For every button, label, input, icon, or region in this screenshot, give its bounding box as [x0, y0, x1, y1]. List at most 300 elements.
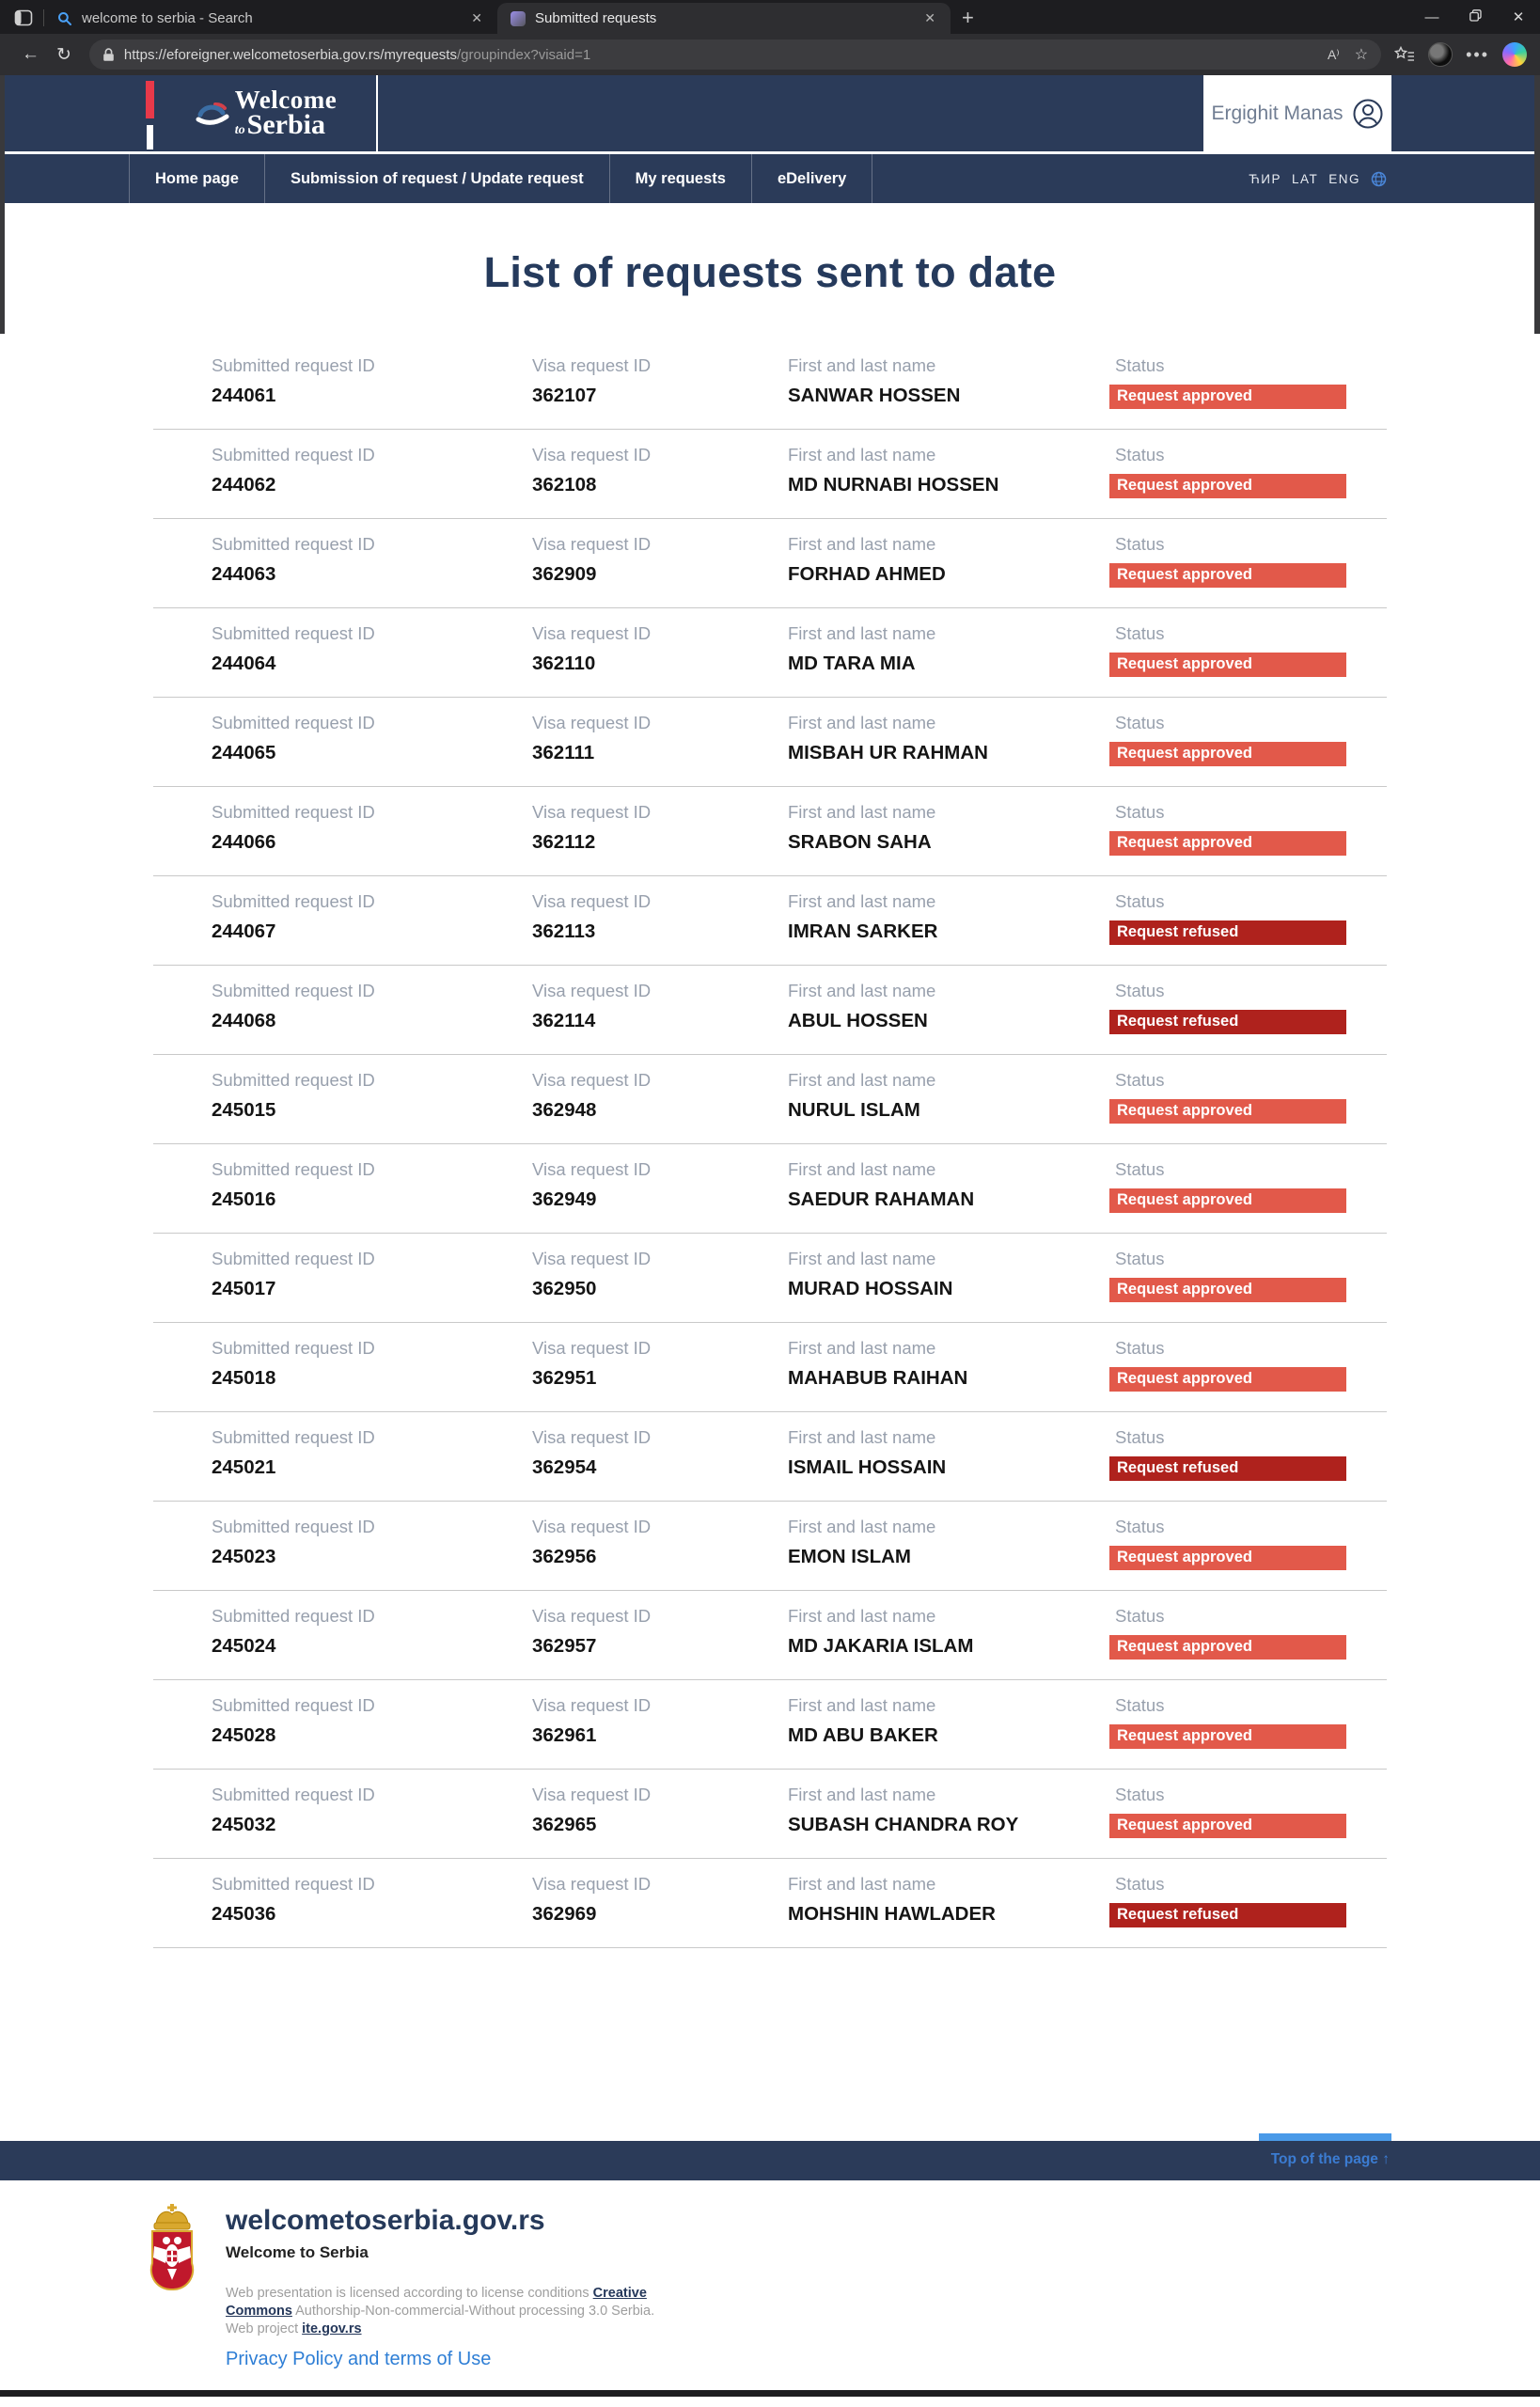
name-label: First and last name — [788, 1159, 936, 1179]
language-switcher — [1249, 154, 1387, 203]
visa-id-label: Visa request ID — [532, 623, 652, 643]
left-edge-strip — [0, 75, 5, 334]
status-badge: Request approved — [1109, 1546, 1346, 1570]
visa-id-cell — [532, 623, 788, 697]
lang-latin[interactable]: LAT — [1291, 171, 1319, 186]
visa-id-cell — [532, 981, 788, 1054]
status-badge: Request approved — [1109, 1724, 1346, 1749]
site-footer — [0, 2180, 1540, 2390]
visa-id-label: Visa request ID — [532, 1606, 652, 1626]
visa-id-label: Visa request ID — [532, 1695, 652, 1715]
visa-id-label: Visa request ID — [532, 1249, 652, 1268]
creative-commons-link[interactable]: Creative — [592, 2286, 647, 2301]
license-text: Web presentation is licensed according to license conditions Creative Commons Authorship-Non-commercial-Without processing 3.0 Serbia. Web project ite.gov.rs — [226, 2286, 655, 2336]
refresh-icon[interactable]: ↻ — [56, 44, 71, 65]
name-cell — [788, 1606, 1115, 1679]
name-cell — [788, 623, 1115, 697]
visa-id-label: Visa request ID — [532, 981, 652, 1000]
status-label: Status — [1115, 1785, 1165, 1804]
status-badge: Request refused — [1109, 1010, 1346, 1034]
name-cell — [788, 445, 1115, 518]
settings-menu-icon[interactable]: ••• — [1466, 44, 1489, 64]
submitted-id-cell — [212, 355, 532, 429]
submitted-id-cell — [212, 1695, 532, 1769]
visa-id-value: 362969 — [532, 1903, 597, 1925]
status-cell — [1115, 1874, 1387, 1947]
visa-id-cell — [532, 1159, 788, 1233]
status-badge: Request approved — [1109, 1278, 1346, 1302]
back-icon[interactable]: ← — [22, 44, 39, 64]
name-value: NURUL ISLAM — [788, 1099, 920, 1121]
top-indicator-bar — [1259, 2133, 1391, 2141]
submitted-id-cell — [212, 623, 532, 697]
submitted-id-value: 245021 — [212, 1456, 276, 1478]
url-text: https://eforeigner.welcometoserbia.gov.rs/myrequests/groupindex?visaid=1 — [123, 46, 591, 63]
submitted-id-value: 245018 — [212, 1367, 276, 1389]
browser-toolbar — [0, 34, 1540, 75]
submitted-id-value: 245032 — [212, 1814, 276, 1835]
status-cell — [1115, 1070, 1387, 1143]
logo-swoosh-icon — [196, 100, 229, 128]
submitted-id-value: 245017 — [212, 1278, 276, 1299]
submitted-id-value: 244067 — [212, 920, 276, 942]
name-value: MISBAH UR RAHMAN — [788, 742, 988, 763]
name-cell — [788, 1874, 1115, 1947]
submitted-id-value: 245024 — [212, 1635, 276, 1657]
status-badge: Request approved — [1109, 1635, 1346, 1660]
status-badge: Request approved — [1109, 653, 1346, 677]
status-cell — [1115, 1159, 1387, 1233]
visa-id-label: Visa request ID — [532, 534, 652, 554]
footer-top-band — [0, 2141, 1540, 2180]
footer-subtitle: Welcome to Serbia — [226, 2243, 369, 2261]
name-value: ISMAIL HOSSAIN — [788, 1456, 947, 1478]
status-cell — [1115, 445, 1387, 518]
submitted-id-label: Submitted request ID — [212, 1874, 375, 1894]
request-row[interactable] — [153, 876, 1387, 966]
name-label: First and last name — [788, 891, 936, 911]
visa-id-cell — [532, 1070, 788, 1143]
visa-id-value: 362948 — [532, 1099, 597, 1121]
visa-id-cell — [532, 1427, 788, 1501]
name-cell — [788, 1695, 1115, 1769]
submitted-id-label: Submitted request ID — [212, 1785, 375, 1804]
submitted-id-value: 244061 — [212, 385, 276, 406]
status-cell — [1115, 1427, 1387, 1501]
status-label: Status — [1115, 355, 1165, 375]
request-row[interactable] — [153, 1680, 1387, 1770]
name-cell — [788, 534, 1115, 607]
name-cell — [788, 1785, 1115, 1858]
visa-id-label: Visa request ID — [532, 355, 652, 375]
visa-id-value: 362961 — [532, 1724, 597, 1746]
user-name: Ergighit Manas — [1211, 102, 1344, 124]
status-cell — [1115, 1606, 1387, 1679]
visa-id-value: 362107 — [532, 385, 597, 406]
visa-id-value: 362954 — [532, 1456, 597, 1478]
name-value: SRABON SAHA — [788, 831, 932, 853]
name-cell — [788, 1070, 1115, 1143]
name-cell — [788, 1338, 1115, 1411]
submitted-id-label: Submitted request ID — [212, 713, 375, 732]
workspaces-icon[interactable] — [8, 4, 39, 32]
submitted-id-label: Submitted request ID — [212, 534, 375, 554]
name-value: FORHAD AHMED — [788, 563, 946, 585]
visa-id-label: Visa request ID — [532, 802, 652, 822]
visa-id-cell — [532, 445, 788, 518]
status-label: Status — [1115, 1070, 1165, 1090]
request-row[interactable] — [153, 1412, 1387, 1502]
window-controls — [1410, 0, 1540, 34]
nav-item-my-requests[interactable]: My requests — [610, 154, 752, 203]
name-label: First and last name — [788, 1785, 936, 1804]
status-label: Status — [1115, 445, 1165, 464]
submitted-id-cell — [212, 891, 532, 965]
tab-submitted-requests[interactable] — [497, 3, 951, 34]
submitted-id-label: Submitted request ID — [212, 802, 375, 822]
status-label: Status — [1115, 981, 1165, 1000]
request-row[interactable] — [153, 1323, 1387, 1412]
nav-item-submission[interactable]: Submission of request / Update request — [265, 154, 610, 203]
name-label: First and last name — [788, 1249, 936, 1268]
status-badge: Request approved — [1109, 385, 1346, 409]
status-cell — [1115, 623, 1387, 697]
name-label: First and last name — [788, 355, 936, 375]
main-navigation — [0, 154, 1540, 203]
visa-id-value: 362112 — [532, 831, 596, 853]
user-menu[interactable] — [1203, 75, 1391, 151]
submitted-id-cell — [212, 1249, 532, 1322]
request-row[interactable] — [153, 966, 1387, 1055]
submitted-id-value: 244062 — [212, 474, 276, 496]
visa-id-cell — [532, 1517, 788, 1590]
toolbar-right-icons — [1394, 42, 1527, 67]
logo-text: Welcome toSerbia — [234, 86, 338, 140]
visa-id-cell — [532, 1249, 788, 1322]
name-label: First and last name — [788, 1874, 936, 1894]
search-favicon-icon — [57, 11, 72, 26]
request-row[interactable] — [153, 1502, 1387, 1591]
minimize-button[interactable]: — — [1424, 8, 1439, 25]
name-label: First and last name — [788, 802, 936, 822]
submitted-id-label: Submitted request ID — [212, 1338, 375, 1358]
name-value: MD TARA MIA — [788, 653, 916, 674]
status-label: Status — [1115, 1874, 1165, 1894]
submitted-id-cell — [212, 1517, 532, 1590]
request-row[interactable] — [153, 698, 1387, 787]
name-label: First and last name — [788, 1070, 936, 1090]
name-value: MAHABUB RAIHAN — [788, 1367, 968, 1389]
request-list — [153, 340, 1387, 1948]
submitted-id-value: 244068 — [212, 1010, 276, 1031]
visa-id-cell — [532, 1606, 788, 1679]
status-label: Status — [1115, 623, 1165, 643]
status-cell — [1115, 355, 1387, 429]
status-badge: Request refused — [1109, 1903, 1346, 1927]
status-label: Status — [1115, 713, 1165, 732]
submitted-id-cell — [212, 1159, 532, 1233]
status-cell — [1115, 891, 1387, 965]
status-cell — [1115, 534, 1387, 607]
window-bottom-edge — [0, 2390, 1540, 2397]
status-badge: Request approved — [1109, 563, 1346, 588]
visa-id-cell — [532, 713, 788, 786]
lock-icon — [102, 48, 115, 62]
status-badge: Request approved — [1109, 1099, 1346, 1124]
submitted-id-label: Submitted request ID — [212, 1606, 375, 1626]
status-cell — [1115, 1338, 1387, 1411]
name-cell — [788, 355, 1115, 429]
creative-commons-link[interactable]: Commons — [226, 2304, 292, 2319]
submitted-id-label: Submitted request ID — [212, 981, 375, 1000]
submitted-id-cell — [212, 802, 532, 875]
visa-id-value: 362108 — [532, 474, 597, 496]
header-divider — [376, 75, 378, 151]
submitted-id-label: Submitted request ID — [212, 1070, 375, 1090]
visa-id-cell — [532, 1338, 788, 1411]
name-value: EMON ISLAM — [788, 1546, 911, 1567]
status-label: Status — [1115, 1427, 1165, 1447]
page-title: List of requests sent to date — [483, 248, 1057, 296]
request-row[interactable] — [153, 1770, 1387, 1859]
submitted-id-label: Submitted request ID — [212, 891, 375, 911]
visa-id-label: Visa request ID — [532, 1159, 652, 1179]
red-accent-bar — [146, 81, 154, 118]
visa-id-value: 362113 — [532, 920, 596, 942]
submitted-id-label: Submitted request ID — [212, 1427, 375, 1447]
status-cell — [1115, 981, 1387, 1054]
tab-title: welcome to serbia - Search — [82, 10, 253, 26]
status-label: Status — [1115, 1159, 1165, 1179]
footer-domain: welcometoserbia.gov.rs — [226, 2205, 545, 2236]
request-row[interactable] — [153, 519, 1387, 608]
browser-profile-avatar[interactable] — [1428, 42, 1453, 67]
submitted-id-cell — [212, 1070, 532, 1143]
new-tab-button[interactable]: + — [962, 6, 974, 29]
site-header — [0, 75, 1540, 151]
bookmark-star-icon[interactable]: ☆ — [1354, 47, 1369, 63]
visa-id-value: 362951 — [532, 1367, 597, 1389]
status-badge: Request approved — [1109, 831, 1346, 856]
name-value: MURAD HOSSAIN — [788, 1278, 953, 1299]
submitted-id-label: Submitted request ID — [212, 1517, 375, 1536]
visa-id-cell — [532, 1874, 788, 1947]
visa-id-cell — [532, 355, 788, 429]
request-row[interactable] — [153, 1859, 1387, 1948]
submitted-id-label: Submitted request ID — [212, 355, 375, 375]
status-label: Status — [1115, 1249, 1165, 1268]
submitted-id-cell — [212, 1785, 532, 1858]
request-row[interactable] — [153, 1591, 1387, 1680]
top-of-page-link[interactable]: Top of the page ↑ — [1270, 2151, 1390, 2167]
submitted-id-value: 244064 — [212, 653, 276, 674]
tab-close-icon[interactable]: ✕ — [924, 10, 935, 25]
name-label: First and last name — [788, 623, 936, 643]
status-label: Status — [1115, 1606, 1165, 1626]
status-label: Status — [1115, 1338, 1165, 1358]
request-row[interactable] — [153, 340, 1387, 430]
privacy-policy-link[interactable]: Privacy Policy and terms of Use — [226, 2349, 492, 2369]
nav-item-home[interactable]: Home page — [129, 154, 265, 203]
submitted-id-cell — [212, 534, 532, 607]
name-cell — [788, 802, 1115, 875]
visa-id-value: 362909 — [532, 563, 597, 585]
submitted-id-label: Submitted request ID — [212, 623, 375, 643]
visa-id-cell — [532, 891, 788, 965]
status-cell — [1115, 802, 1387, 875]
submitted-id-label: Submitted request ID — [212, 1695, 375, 1715]
visa-id-value: 362114 — [532, 1010, 596, 1031]
status-cell — [1115, 1517, 1387, 1590]
status-cell — [1115, 1695, 1387, 1769]
request-row[interactable] — [153, 1144, 1387, 1234]
name-label: First and last name — [788, 981, 936, 1000]
submitted-id-cell — [212, 1606, 532, 1679]
right-edge-strip — [1534, 75, 1540, 334]
status-label: Status — [1115, 891, 1165, 911]
submitted-id-value: 245015 — [212, 1099, 276, 1121]
name-cell — [788, 981, 1115, 1054]
name-value: SUBASH CHANDRA ROY — [788, 1814, 1019, 1835]
name-label: First and last name — [788, 713, 936, 732]
visa-id-label: Visa request ID — [532, 891, 652, 911]
status-label: Status — [1115, 1517, 1165, 1536]
globe-icon[interactable] — [1371, 171, 1387, 187]
name-cell — [788, 713, 1115, 786]
request-row[interactable] — [153, 787, 1387, 876]
read-aloud-icon[interactable]: A⁾ — [1327, 46, 1340, 62]
submitted-id-value: 244063 — [212, 563, 276, 585]
visa-id-value: 362957 — [532, 1635, 597, 1657]
name-cell — [788, 891, 1115, 965]
favorites-hub-icon[interactable] — [1394, 46, 1415, 63]
tab-search[interactable] — [44, 3, 497, 34]
close-window-button[interactable]: ✕ — [1512, 9, 1525, 25]
submitted-id-cell — [212, 1874, 532, 1947]
submitted-id-cell — [212, 1427, 532, 1501]
request-row[interactable] — [153, 430, 1387, 519]
status-label: Status — [1115, 1695, 1165, 1715]
name-label: First and last name — [788, 534, 936, 554]
visa-id-cell — [532, 802, 788, 875]
submitted-id-label: Submitted request ID — [212, 445, 375, 464]
visa-id-label: Visa request ID — [532, 1874, 652, 1894]
submitted-id-value: 245036 — [212, 1903, 276, 1925]
site-logo[interactable] — [156, 75, 376, 151]
name-cell — [788, 1517, 1115, 1590]
page-favicon-icon — [511, 11, 526, 26]
address-bar[interactable] — [89, 39, 1381, 70]
browser-tab-bar — [0, 0, 1540, 34]
status-badge: Request approved — [1109, 1367, 1346, 1392]
name-value: IMRAN SARKER — [788, 920, 938, 942]
name-value: MD JAKARIA ISLAM — [788, 1635, 974, 1657]
visa-id-label: Visa request ID — [532, 713, 652, 732]
request-row[interactable] — [153, 1234, 1387, 1323]
visa-id-value: 362949 — [532, 1188, 597, 1210]
visa-id-value: 362956 — [532, 1546, 597, 1567]
status-badge: Request approved — [1109, 1188, 1346, 1213]
name-label: First and last name — [788, 445, 936, 464]
name-label: First and last name — [788, 1695, 936, 1715]
name-cell — [788, 1159, 1115, 1233]
status-cell — [1115, 1249, 1387, 1322]
visa-id-label: Visa request ID — [532, 1070, 652, 1090]
white-accent-bar — [147, 125, 153, 149]
request-row[interactable] — [153, 1055, 1387, 1144]
visa-id-cell — [532, 534, 788, 607]
visa-id-label: Visa request ID — [532, 1785, 652, 1804]
status-label: Status — [1115, 534, 1165, 554]
name-label: First and last name — [788, 1427, 936, 1447]
submitted-id-value: 245023 — [212, 1546, 276, 1567]
visa-id-cell — [532, 1785, 788, 1858]
name-label: First and last name — [788, 1517, 936, 1536]
visa-id-value: 362950 — [532, 1278, 597, 1299]
submitted-id-cell — [212, 713, 532, 786]
status-badge: Request refused — [1109, 1456, 1346, 1481]
submitted-id-value: 244065 — [212, 742, 276, 763]
serbia-coat-of-arms-icon — [143, 2203, 201, 2390]
status-cell — [1115, 1785, 1387, 1858]
status-badge: Request approved — [1109, 742, 1346, 766]
name-value: ABUL HOSSEN — [788, 1010, 928, 1031]
name-value: SANWAR HOSSEN — [788, 385, 961, 406]
lang-english[interactable]: ENG — [1328, 171, 1360, 186]
name-label: First and last name — [788, 1606, 936, 1626]
name-value: MOHSHIN HAWLADER — [788, 1903, 996, 1925]
visa-id-cell — [532, 1695, 788, 1769]
submitted-id-label: Submitted request ID — [212, 1159, 375, 1179]
submitted-id-cell — [212, 445, 532, 518]
footer-text-block — [226, 2203, 654, 2390]
tab-close-icon[interactable]: ✕ — [471, 10, 482, 25]
submitted-id-value: 245016 — [212, 1188, 276, 1210]
nav-item-edelivery[interactable]: eDelivery — [752, 154, 872, 203]
name-label: First and last name — [788, 1338, 936, 1358]
visa-id-label: Visa request ID — [532, 1427, 652, 1447]
visa-id-value: 362110 — [532, 653, 596, 674]
lang-cyrillic[interactable]: ЋИР — [1249, 171, 1281, 186]
status-cell — [1115, 713, 1387, 786]
submitted-id-value: 245028 — [212, 1724, 276, 1746]
visa-id-label: Visa request ID — [532, 1517, 652, 1536]
name-cell — [788, 1427, 1115, 1501]
request-row[interactable] — [153, 608, 1387, 698]
visa-id-value: 362965 — [532, 1814, 597, 1835]
submitted-id-label: Submitted request ID — [212, 1249, 375, 1268]
name-value: MD NURNABI HOSSEN — [788, 474, 999, 496]
submitted-id-cell — [212, 1338, 532, 1411]
ite-gov-link[interactable]: ite.gov.rs — [302, 2321, 362, 2336]
submitted-id-value: 244066 — [212, 831, 276, 853]
name-cell — [788, 1249, 1115, 1322]
copilot-icon[interactable] — [1502, 42, 1527, 67]
submitted-id-cell — [212, 981, 532, 1054]
status-label: Status — [1115, 802, 1165, 822]
status-badge: Request refused — [1109, 920, 1346, 945]
visa-id-value: 362111 — [532, 742, 595, 763]
name-value: MD ABU BAKER — [788, 1724, 938, 1746]
visa-id-label: Visa request ID — [532, 445, 652, 464]
restore-button[interactable] — [1454, 9, 1497, 25]
tab-title: Submitted requests — [535, 10, 657, 26]
user-icon — [1352, 98, 1384, 130]
status-badge: Request approved — [1109, 1814, 1346, 1838]
name-value: SAEDUR RAHAMAN — [788, 1188, 975, 1210]
visa-id-label: Visa request ID — [532, 1338, 652, 1358]
status-badge: Request approved — [1109, 474, 1346, 498]
